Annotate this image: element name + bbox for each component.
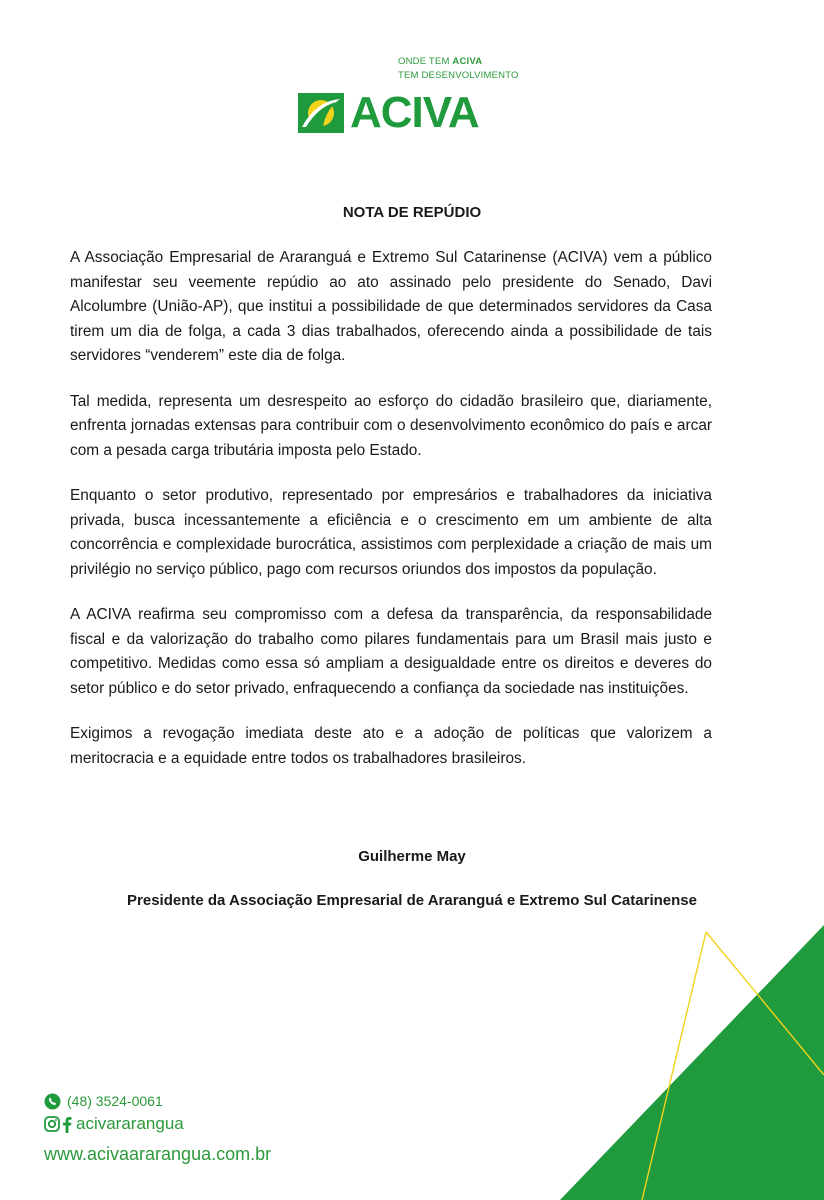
logo-wordmark: ACIVA	[350, 88, 479, 137]
brand-tagline	[398, 55, 519, 83]
paragraph: A ACIVA reafirma seu compromisso com a defesa da transparência, da responsabilidade fiscal e da valorização do trabalho como pilares fundamentais para um Brasil mais justo e competitivo. Medidas como essa só ampliam a desigualdade entre os direitos e deveres do setor público e do setor privado, enfraquecendo a confiança da sociedade nas instituições.	[70, 606, 712, 697]
tagline-brand: ACIVA	[452, 56, 483, 67]
aciva-logo	[298, 88, 479, 137]
document-body	[70, 246, 712, 792]
signature-role: Presidente da Associação Empresarial de Araranguá e Extremo Sul Catarinense	[127, 892, 697, 909]
social-handle: acivararangua	[76, 1114, 184, 1133]
phone-number: (48) 3524-0061	[67, 1093, 163, 1109]
website-contact	[44, 1140, 271, 1168]
paragraph: Exigimos a revogação imediata deste ato e a adoção de políticas que valorizem a meritocracia e a equidade entre todos os trabalhadores brasileiros.	[70, 725, 712, 767]
phone-contact	[44, 1090, 271, 1112]
paragraph: A Associação Empresarial de Araranguá e Extremo Sul Catarinense (ACIVA) vem a público manifestar seu veemente repúdio ao ato assinado pelo presidente do Senado, Davi Alcolumbre (União-AP), que institui a possibilidade de que determinados servidores da Casa tirem um dia de folga, a cada 3 dias trabalhados, oferecendo ainda a possibilidade de tais servidores “venderem” este dia de folga.	[70, 249, 712, 364]
tagline-line2: TEM DESENVOLVIMENTO	[398, 70, 519, 81]
document-header	[0, 0, 824, 160]
facebook-icon	[62, 1116, 72, 1133]
website-url: www.acivaararangua.com.br	[44, 1143, 272, 1164]
whatsapp-icon	[44, 1093, 61, 1110]
paragraph: Tal medida, representa um desrespeito ao esforço do cidadão brasileiro que, diariamente, enfrenta jornadas extensas para contribuir com o desenvolvimento econômico do país e arcar com a pesada carga tributária imposta pelo Estado.	[70, 392, 712, 459]
instagram-icon	[44, 1116, 60, 1132]
tagline-line1: ONDE TEM	[398, 56, 453, 67]
paragraph: Enquanto o setor produtivo, representado por empresários e trabalhadores da iniciativa privada, busca incessantemente a eficiência e o crescimento em um ambiente de alta concorrência e complexidade burocrática, assistimos com perplexidade a criação de mais um privilégio no serviço público, pago com recursos oriundos dos impostos da população.	[70, 487, 712, 578]
signature-name: Guilherme May	[358, 848, 466, 865]
social-contact	[44, 1112, 271, 1136]
document-title: NOTA DE REPÚDIO	[342, 204, 482, 221]
logo-mark-icon	[298, 93, 344, 133]
contact-footer	[44, 1090, 271, 1168]
